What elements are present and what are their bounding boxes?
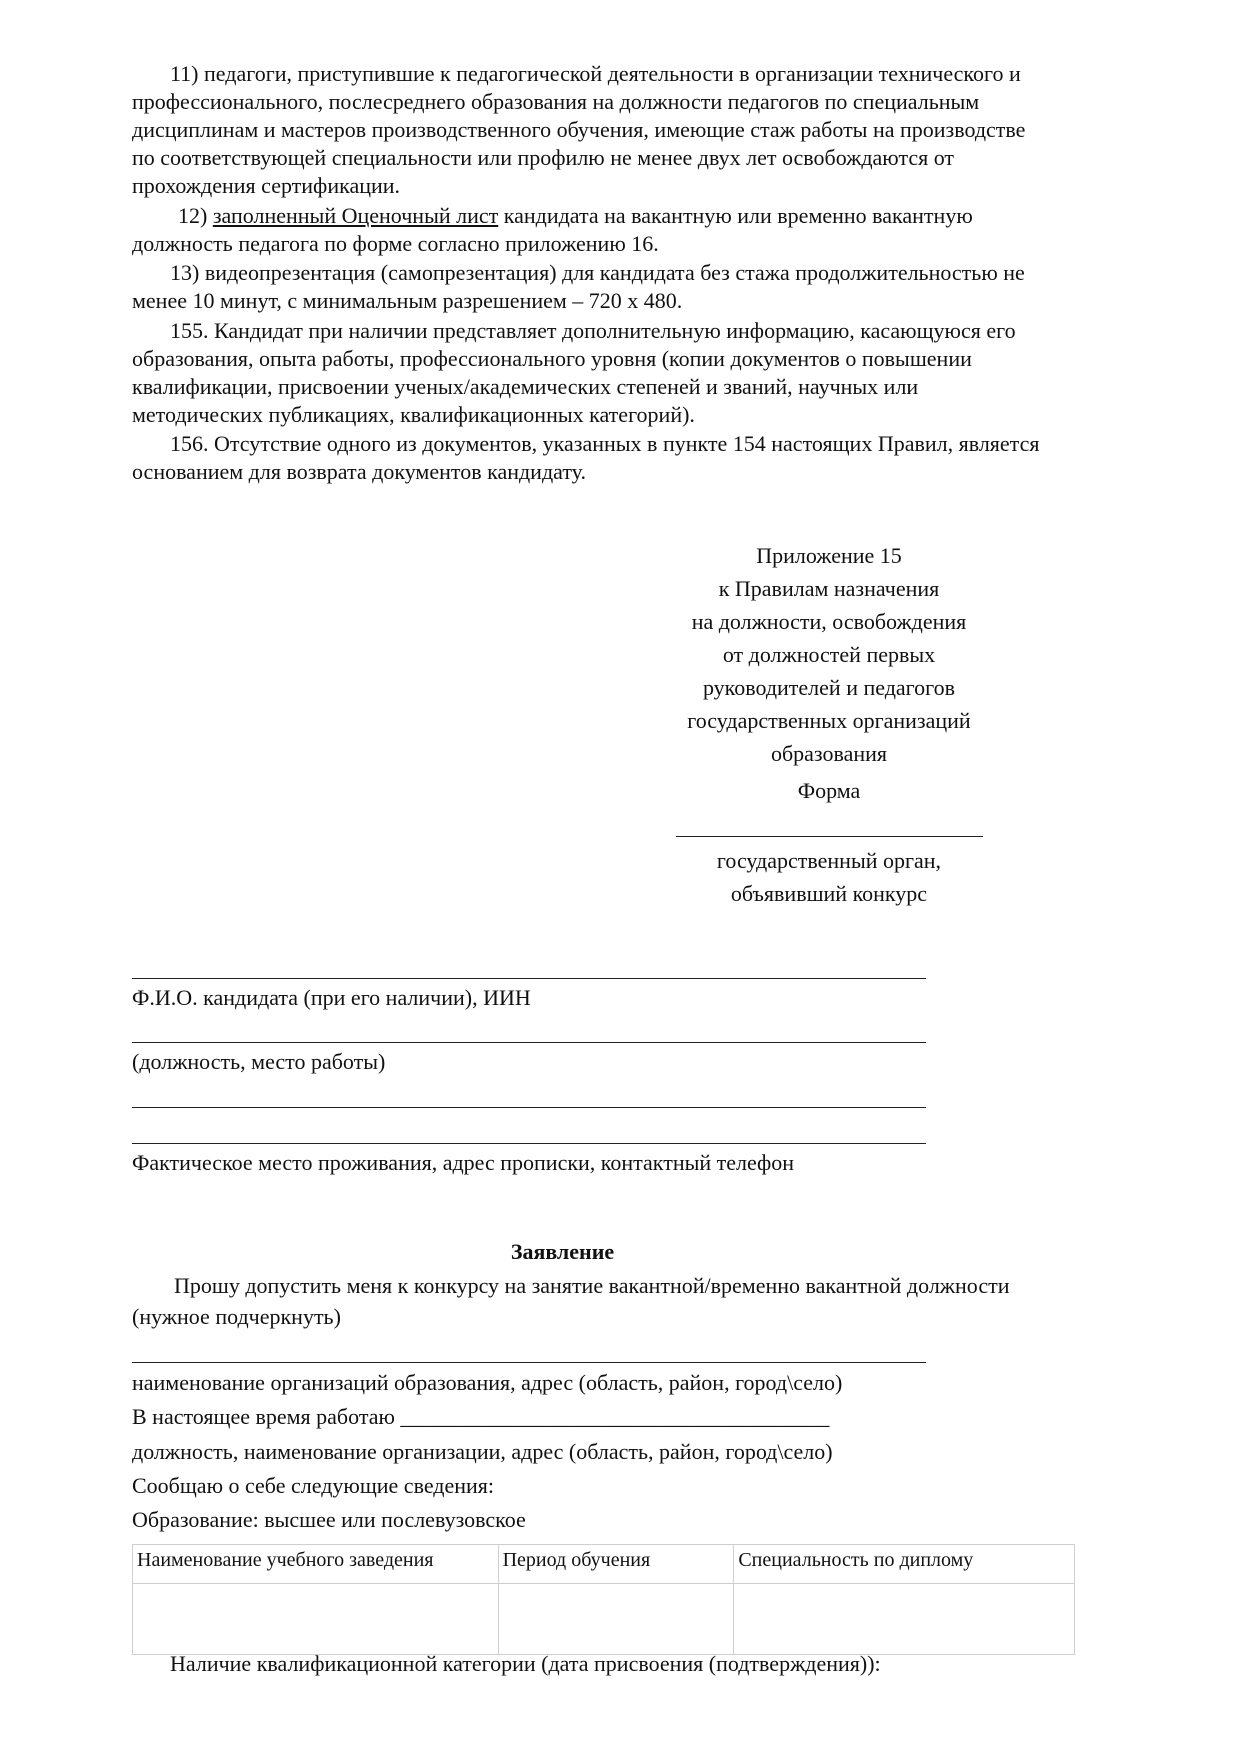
current-position-label: должность, наименование организации, адрес (область, район, город\село) xyxy=(132,1439,833,1464)
authority-line-1: государственный орган, xyxy=(716,848,942,873)
item-155-line-2: образования, опыта работы, профессионального уровня (копии документов о повышении xyxy=(132,346,972,371)
item-156-line-1: 156. Отсутствие одного из документов, указанных в пункте 154 настоящих Правил, является xyxy=(170,431,1040,456)
organization-label: наименование организаций образования, адрес (область, район, город\село) xyxy=(132,1370,843,1395)
item-12-line-2: должность педагога по форме согласно приложению 16. xyxy=(132,231,659,256)
request-line-2: (нужное подчеркнуть) xyxy=(132,1304,341,1329)
education-table xyxy=(132,1544,1075,1655)
appendix-line-7: образования xyxy=(770,741,888,766)
item-13-line-2: менее 10 минут, с минимальным разрешением – 720 х 480. xyxy=(132,288,683,313)
item-155-line-1: 155. Кандидат при наличии представляет дополнительную информацию, касающуюся его xyxy=(170,318,1016,343)
fio-blank-line xyxy=(132,978,926,979)
authority-line-2: объявивший конкурс xyxy=(730,881,928,906)
item-156-line-2: основанием для возврата документов кандидату. xyxy=(132,459,586,484)
item-12-line-1 xyxy=(178,202,973,230)
item-11-line-3: дисциплинам и мастеров производственного обучения, имеющие стаж работы на производстве xyxy=(132,117,1026,142)
cell-specialty[interactable] xyxy=(734,1584,1075,1655)
appendix-line-3: на должности, освобождения xyxy=(691,609,967,634)
appendix-line-4: от должностей первых xyxy=(722,642,936,667)
appendix-line-6: государственных организаций xyxy=(687,708,971,733)
appendix-line-5: руководителей и педагогов xyxy=(702,675,956,700)
item-155-line-4: методических публикациях, квалификационных категорий). xyxy=(132,402,695,427)
about-me-label: Сообщаю о себе следующие сведения: xyxy=(132,1473,495,1498)
education-table-header-row xyxy=(133,1545,1075,1584)
evaluation-sheet-link[interactable]: заполненный Оценочный лист xyxy=(212,203,499,228)
item-12-rest: кандидата на вакантную или временно вакантную xyxy=(498,203,973,228)
item-11-line-4: по соответствующей специальности или профилю не менее двух лет освобождаются от xyxy=(132,145,955,170)
item-11-line-5: прохождения сертификации. xyxy=(132,173,401,198)
form-label: Форма xyxy=(797,778,861,803)
position-label: (должность, место работы) xyxy=(132,1049,386,1074)
current-work-line: В настоящее время работаю _______________________________________ xyxy=(132,1404,830,1429)
cell-study-period[interactable] xyxy=(498,1584,734,1655)
address-label: Фактическое место проживания, адрес прописки, контактный телефон xyxy=(132,1150,795,1175)
header-specialty: Специальность по диплому xyxy=(734,1545,1075,1584)
address-blank-line-1 xyxy=(132,1107,926,1108)
appendix-line-1: Приложение 15 xyxy=(756,543,902,568)
authority-blank-line xyxy=(676,836,983,837)
cell-institution[interactable] xyxy=(133,1584,499,1655)
header-institution: Наименование учебного заведения xyxy=(133,1545,499,1584)
appendix-line-2: к Правилам назначения xyxy=(718,576,940,601)
position-blank-line xyxy=(132,1042,926,1043)
item-11-line-2: профессионального, послесреднего образования на должности педагогов по специальным xyxy=(132,89,980,114)
category-line: Наличие квалификационной категории (дата присвоения (подтверждения)): xyxy=(170,1651,881,1676)
organization-blank-line xyxy=(132,1362,926,1363)
header-study-period: Период обучения xyxy=(498,1545,734,1584)
item-12-prefix: 12) xyxy=(178,203,213,228)
fio-label: Ф.И.О. кандидата (при его наличии), ИИН xyxy=(132,985,531,1010)
education-label: Образование: высшее или послевузовское xyxy=(132,1507,526,1532)
statement-title: Заявление xyxy=(510,1239,615,1264)
item-11-line-1: 11) педагоги, приступившие к педагогической деятельности в организации технического и xyxy=(170,61,1021,86)
item-155-line-3: квалификации, присвоении ученых/академических степеней и званий, научных или xyxy=(132,374,919,399)
address-blank-line-2 xyxy=(132,1143,926,1144)
table-row xyxy=(133,1584,1075,1655)
request-line-1: Прошу допустить меня к конкурсу на занятие вакантной/временно вакантной должности xyxy=(174,1273,1010,1298)
item-13-line-1: 13) видеопрезентация (самопрезентация) для кандидата без стажа продолжительностью не xyxy=(170,260,1025,285)
